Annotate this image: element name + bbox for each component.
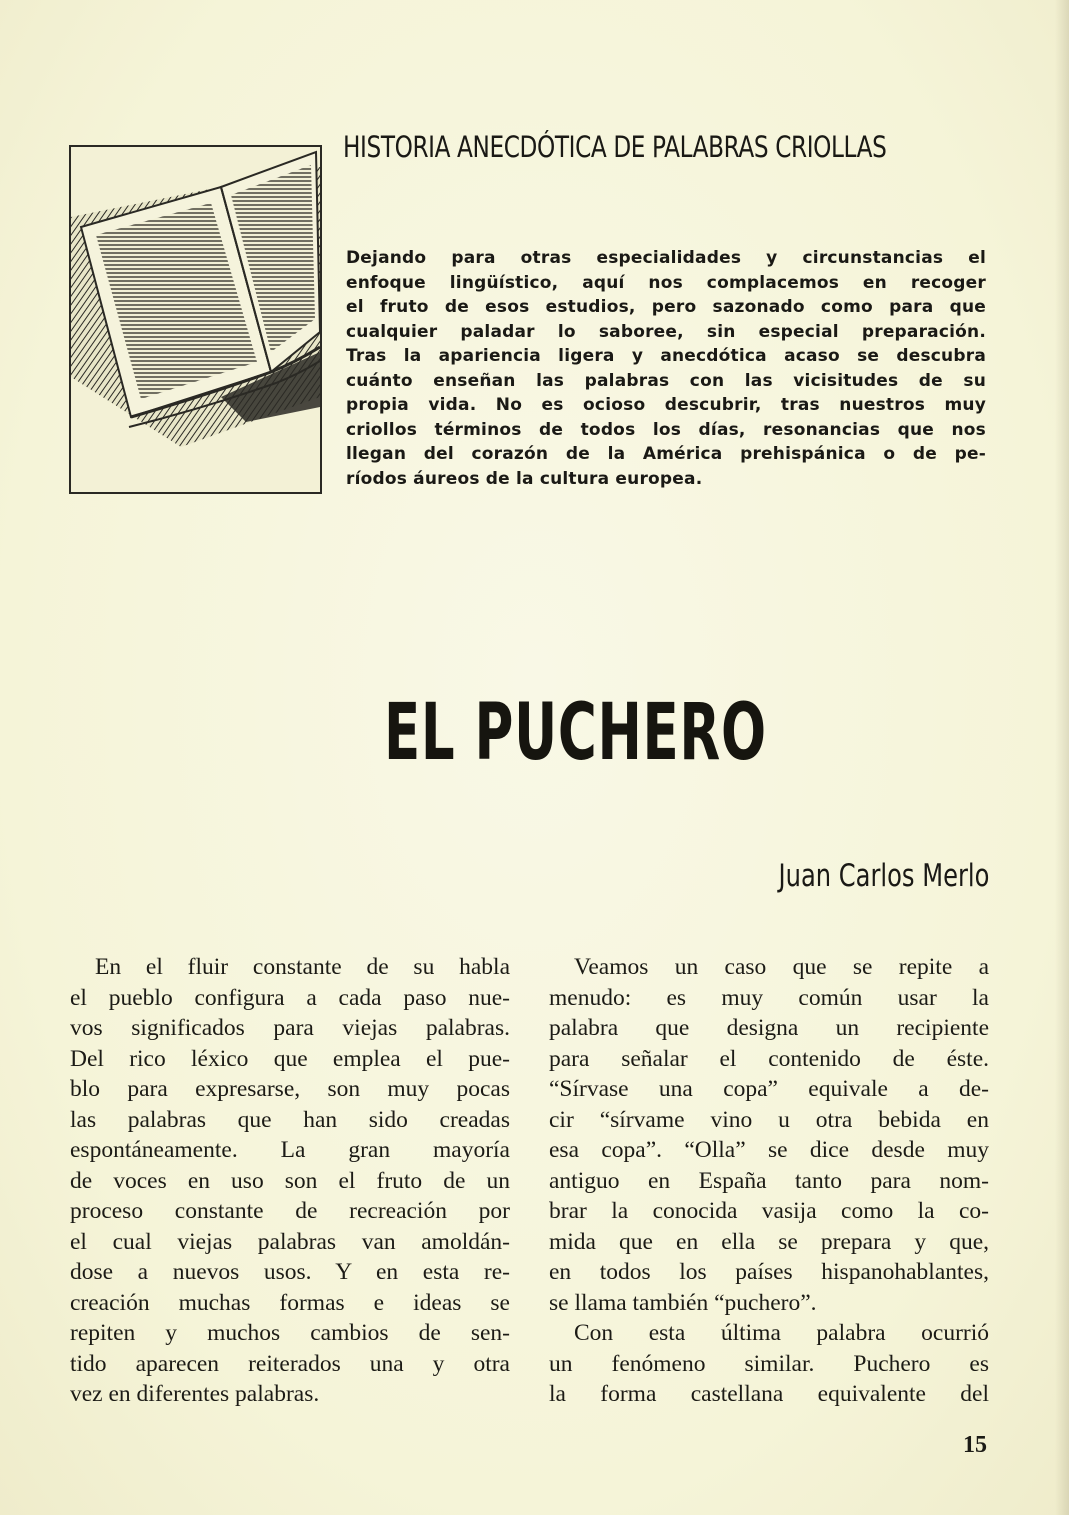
- intro-line: Tras la apariencia ligera y anecdótica acaso se descubra: [346, 346, 986, 366]
- intro-line: el fruto de esos estudios, pero sazonado como para que: [346, 297, 986, 317]
- open-book-illustration: [69, 145, 322, 494]
- intro-line: cuánto enseñan las palabras con las vicisitudes de su: [346, 370, 986, 391]
- intro-line: llegan del corazón de la América prehispánica o de pe-: [346, 444, 986, 464]
- intro-line: propia vida. No es ocioso descubrir, tras nuestros muy: [346, 395, 986, 415]
- body-line: para señalar el contenido de éste.: [549, 1045, 989, 1072]
- body-line: esa copa”. “Olla” se dice desde muy: [549, 1137, 989, 1163]
- body-line: se llama también “puchero”.: [549, 1289, 817, 1316]
- intro-line: enfoque lingüístico, aquí nos complacemos en recoger: [346, 272, 986, 293]
- intro-paragraph: [346, 246, 986, 491]
- body-line: Con esta última palabra ocurrió: [574, 1320, 989, 1346]
- series-title: HISTORIA ANECDÓTICA DE PALABRAS CRIOLLAS: [343, 130, 887, 164]
- body-line: palabra que designa un recipiente: [549, 1015, 989, 1041]
- body-line: la forma castellana equivalente del: [549, 1381, 989, 1407]
- intro-line: cualquier paladar lo saboree, sin especial preparación.: [346, 321, 986, 342]
- body-line: vos significados para viejas palabras.: [70, 1015, 510, 1041]
- body-line: repiten y muchos cambios de sen-: [70, 1320, 510, 1346]
- intro-line: Dejando para otras especialidades y circunstancias el: [346, 248, 986, 268]
- author-name: Juan Carlos Merlo: [778, 858, 989, 894]
- body-line: mida que en ella se prepara y que,: [549, 1228, 989, 1255]
- page-number: 15: [963, 1432, 987, 1458]
- body-line: blo para expresarse, son muy pocas: [70, 1076, 510, 1102]
- body-line: el pueblo configura a cada paso nue-: [70, 984, 510, 1011]
- body-line: Del rico léxico que emplea el pue-: [70, 1045, 510, 1072]
- body-line: antiguo en España tanto para nom-: [549, 1167, 989, 1194]
- body-line: de voces en uso son el fruto de un: [70, 1167, 510, 1194]
- body-line: el cual viejas palabras van amoldán-: [70, 1228, 510, 1255]
- left-column: [70, 952, 510, 1410]
- body-line: brar la conocida vasija como la co-: [549, 1198, 989, 1224]
- intro-line: ríodos áureos de la cultura europea.: [346, 468, 703, 489]
- body-line: un fenómeno similar. Puchero es: [549, 1350, 989, 1377]
- body-line: menudo: es muy común usar la: [549, 984, 989, 1011]
- body-line: “Sírvase una copa” equivale a de-: [549, 1076, 989, 1102]
- right-column: [549, 952, 989, 1410]
- body-line: proceso constante de recreación por: [70, 1198, 510, 1224]
- body-line: en todos los países hispanohablantes,: [549, 1259, 989, 1285]
- body-line: vez en diferentes palabras.: [70, 1381, 320, 1407]
- body-line: Veamos un caso que se repite a: [574, 954, 989, 980]
- body-line: espontáneamente. La gran mayoría: [70, 1137, 510, 1163]
- body-line: creación muchas formas e ideas se: [70, 1289, 510, 1316]
- intro-line: criollos términos de todos los días, resonancias que nos: [346, 419, 986, 440]
- body-line: tido aparecen reiterados una y otra: [70, 1350, 510, 1377]
- body-line: dose a nuevos usos. Y en esta re-: [70, 1259, 510, 1285]
- body-line: En el fluir constante de su habla: [95, 954, 510, 980]
- body-line: cir “sírvame vino u otra bebida en: [549, 1106, 989, 1133]
- article-title: EL PUCHERO: [384, 688, 767, 778]
- scan-edge-shadow: [1055, 0, 1069, 1515]
- body-line: las palabras que han sido creadas: [70, 1106, 510, 1133]
- open-book-icon: [71, 147, 320, 492]
